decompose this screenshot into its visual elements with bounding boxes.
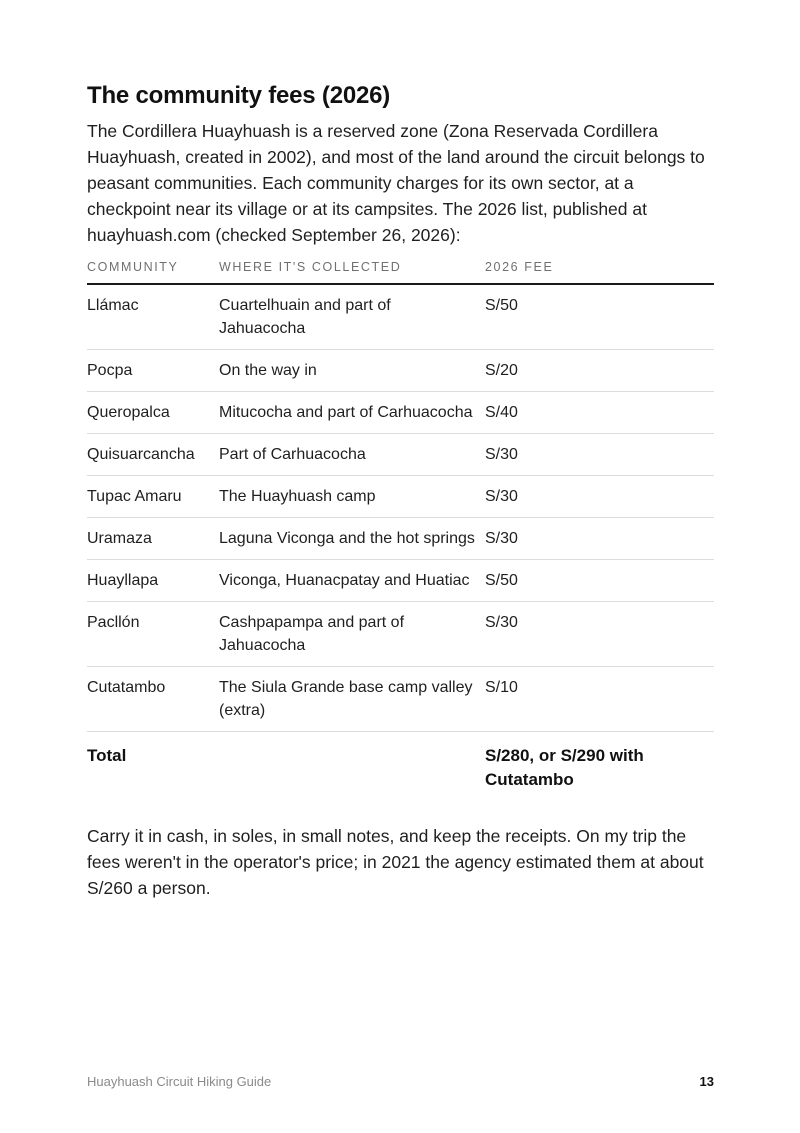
total-empty-cell	[219, 732, 485, 802]
table-row	[87, 476, 714, 518]
total-label: Total	[87, 746, 127, 765]
fee-cell: S/20	[485, 350, 714, 392]
table-row	[87, 284, 714, 350]
location-cell: Mitucocha and part of Carhuacocha	[219, 392, 485, 434]
fees-table	[87, 260, 714, 801]
community-cell: Pacllón	[87, 602, 219, 667]
community-cell: Uramaza	[87, 518, 219, 560]
location-cell: Cashpapampa and part of Jahuacocha	[219, 602, 485, 667]
table-row	[87, 667, 714, 732]
fee-cell: S/30	[485, 518, 714, 560]
fee-cell: S/40	[485, 392, 714, 434]
page-content	[87, 80, 714, 901]
table-row	[87, 350, 714, 392]
table-row	[87, 602, 714, 667]
table-row	[87, 434, 714, 476]
fee-cell: S/50	[485, 284, 714, 350]
community-cell: Queropalca	[87, 392, 219, 434]
fee-cell: S/30	[485, 476, 714, 518]
location-cell: Viconga, Huanacpatay and Huatiac	[219, 560, 485, 602]
outro-paragraph: Carry it in cash, in soles, in small notes, and keep the receipts. On my trip the fees weren't in the operator's price; in 2021 the agency estimated them at about S/260 a person.	[87, 826, 704, 898]
fee-cell: S/30	[485, 434, 714, 476]
table-row	[87, 392, 714, 434]
page-footer	[87, 1074, 714, 1089]
location-cell: On the way in	[219, 350, 485, 392]
location-cell: Laguna Viconga and the hot springs	[219, 518, 485, 560]
community-cell: Quisuarcancha	[87, 434, 219, 476]
community-cell: Huayllapa	[87, 560, 219, 602]
location-cell: The Huayhuash camp	[219, 476, 485, 518]
column-header-community: COMMUNITY	[87, 260, 219, 284]
fee-cell: S/30	[485, 602, 714, 667]
location-cell: The Siula Grande base camp valley (extra)	[219, 667, 485, 732]
community-cell: Cutatambo	[87, 667, 219, 732]
location-cell: Part of Carhuacocha	[219, 434, 485, 476]
total-row	[87, 732, 714, 802]
location-cell: Cuartelhuain and part of Jahuacocha	[219, 284, 485, 350]
intro-paragraph: The Cordillera Huayhuash is a reserved zone (Zona Reservada Cordillera Huayhuash, created in 2002), and most of the land around the circuit belongs to peasant communities. Each community charges for its own sector, at a checkpoint near its village or at its campsites. The 2026 list, published at huayhuash.com (checked September 26, 2026):	[87, 121, 705, 245]
community-cell: Tupac Amaru	[87, 476, 219, 518]
footer-guide-title: Huayhuash Circuit Hiking Guide	[87, 1074, 272, 1089]
table-row	[87, 560, 714, 602]
table-row	[87, 518, 714, 560]
fee-cell: S/50	[485, 560, 714, 602]
fee-cell: S/10	[485, 667, 714, 732]
community-cell: Pocpa	[87, 350, 219, 392]
table-body	[87, 284, 714, 801]
column-header-fee: 2026 FEE	[485, 260, 714, 284]
column-header-location: WHERE IT'S COLLECTED	[219, 260, 485, 284]
page-number: 13	[699, 1074, 714, 1089]
community-cell: Llámac	[87, 284, 219, 350]
section-title: The community fees (2026)	[87, 82, 391, 109]
total-value: S/280, or S/290 with Cutatambo	[485, 746, 644, 789]
table-header	[87, 260, 714, 284]
